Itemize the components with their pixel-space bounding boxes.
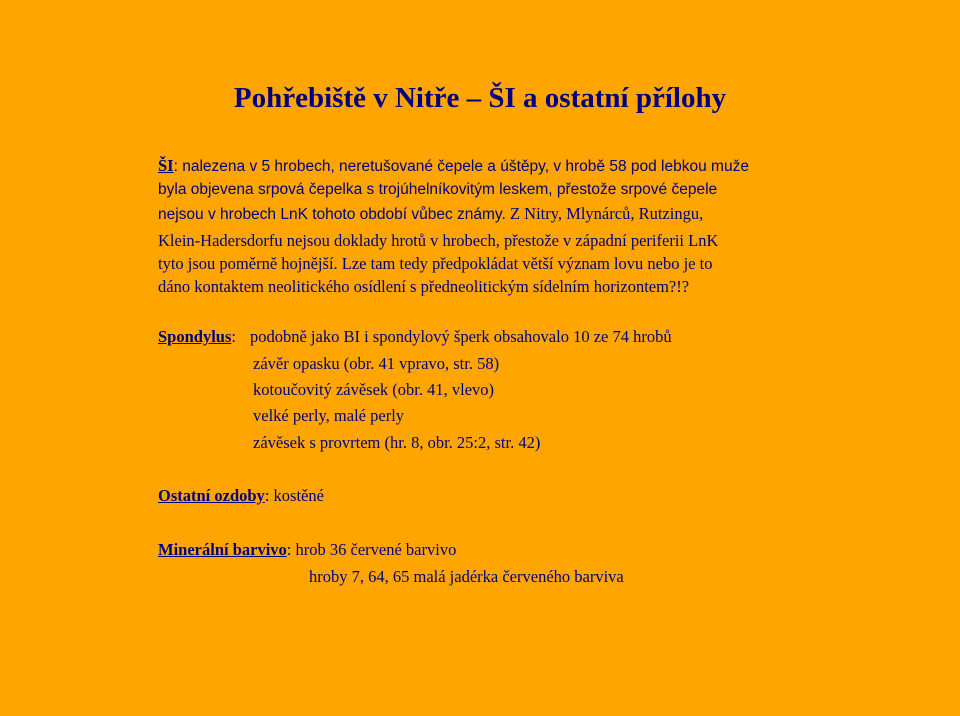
ostatni-label: Ostatní ozdoby: [158, 486, 265, 505]
slide-title: Pohřebiště v Nitře – ŠI a ostatní přílohy: [233, 82, 727, 114]
spondylus-sep: :: [231, 327, 236, 346]
si-line-6: dáno kontaktem neolitického osídlení s předneolitickým sídelním horizontem?!?: [158, 277, 690, 296]
ostatni-text: : kostěné: [264, 486, 324, 505]
si-line-1: [158, 155, 749, 178]
mineralni-line: [158, 539, 456, 561]
si-line-3-sans: nejsou v hrobech LnK tohoto období vůbec známy.: [158, 206, 506, 223]
spondylus-item: závěr opasku (obr. 41 vpravo, str. 58): [253, 354, 500, 373]
ostatni-line: [158, 485, 324, 507]
si-label: ŠI: [158, 156, 174, 175]
mineralni-text-2: hroby 7, 64, 65 malá jadérka červeného barviva: [309, 567, 624, 586]
spondylus-label: Spondylus: [158, 327, 232, 346]
spondylus-item: závěsek s provrtem (hr. 8, obr. 25:2, str. 42): [253, 433, 541, 452]
spondylus-intro: podobně jako BI i spondylový šperk obsahovalo 10 ze 74 hrobů: [249, 327, 672, 346]
si-line-4: Klein-Hadersdorfu nejsou doklady hrotů v hrobech, přestože v západní periferii LnK: [158, 231, 719, 250]
mineralni-text-1: : hrob 36 červené barvivo: [286, 540, 457, 559]
si-line-1-text: : nalezena v 5 hrobech, neretušované čepele a úštěpy, v hrobě 58 pod lebkou muže: [173, 158, 749, 175]
spondylus-item: velké perly, malé perly: [253, 406, 405, 425]
si-line-5: [158, 253, 712, 275]
spondylus-item: kotoučovitý závěsek (obr. 41, vlevo): [253, 380, 495, 399]
spondylus-line: [158, 326, 672, 348]
si-line-2: byla objevena srpová čepelka s trojúhelníkovitým leskem, přestože srpové čepele: [158, 181, 718, 198]
si-line-3: [158, 203, 703, 226]
si-line-5-a: tyto jsou poměrně hojnější.: [158, 254, 338, 273]
si-line-3-serif: Z Nitry, Mlynárců, Rutzingu,: [505, 204, 704, 223]
si-line-5-b: Lze tam tedy předpokládat větší význam lovu nebo je to: [337, 254, 713, 273]
mineralni-label: Minerální barvivo: [158, 540, 287, 559]
